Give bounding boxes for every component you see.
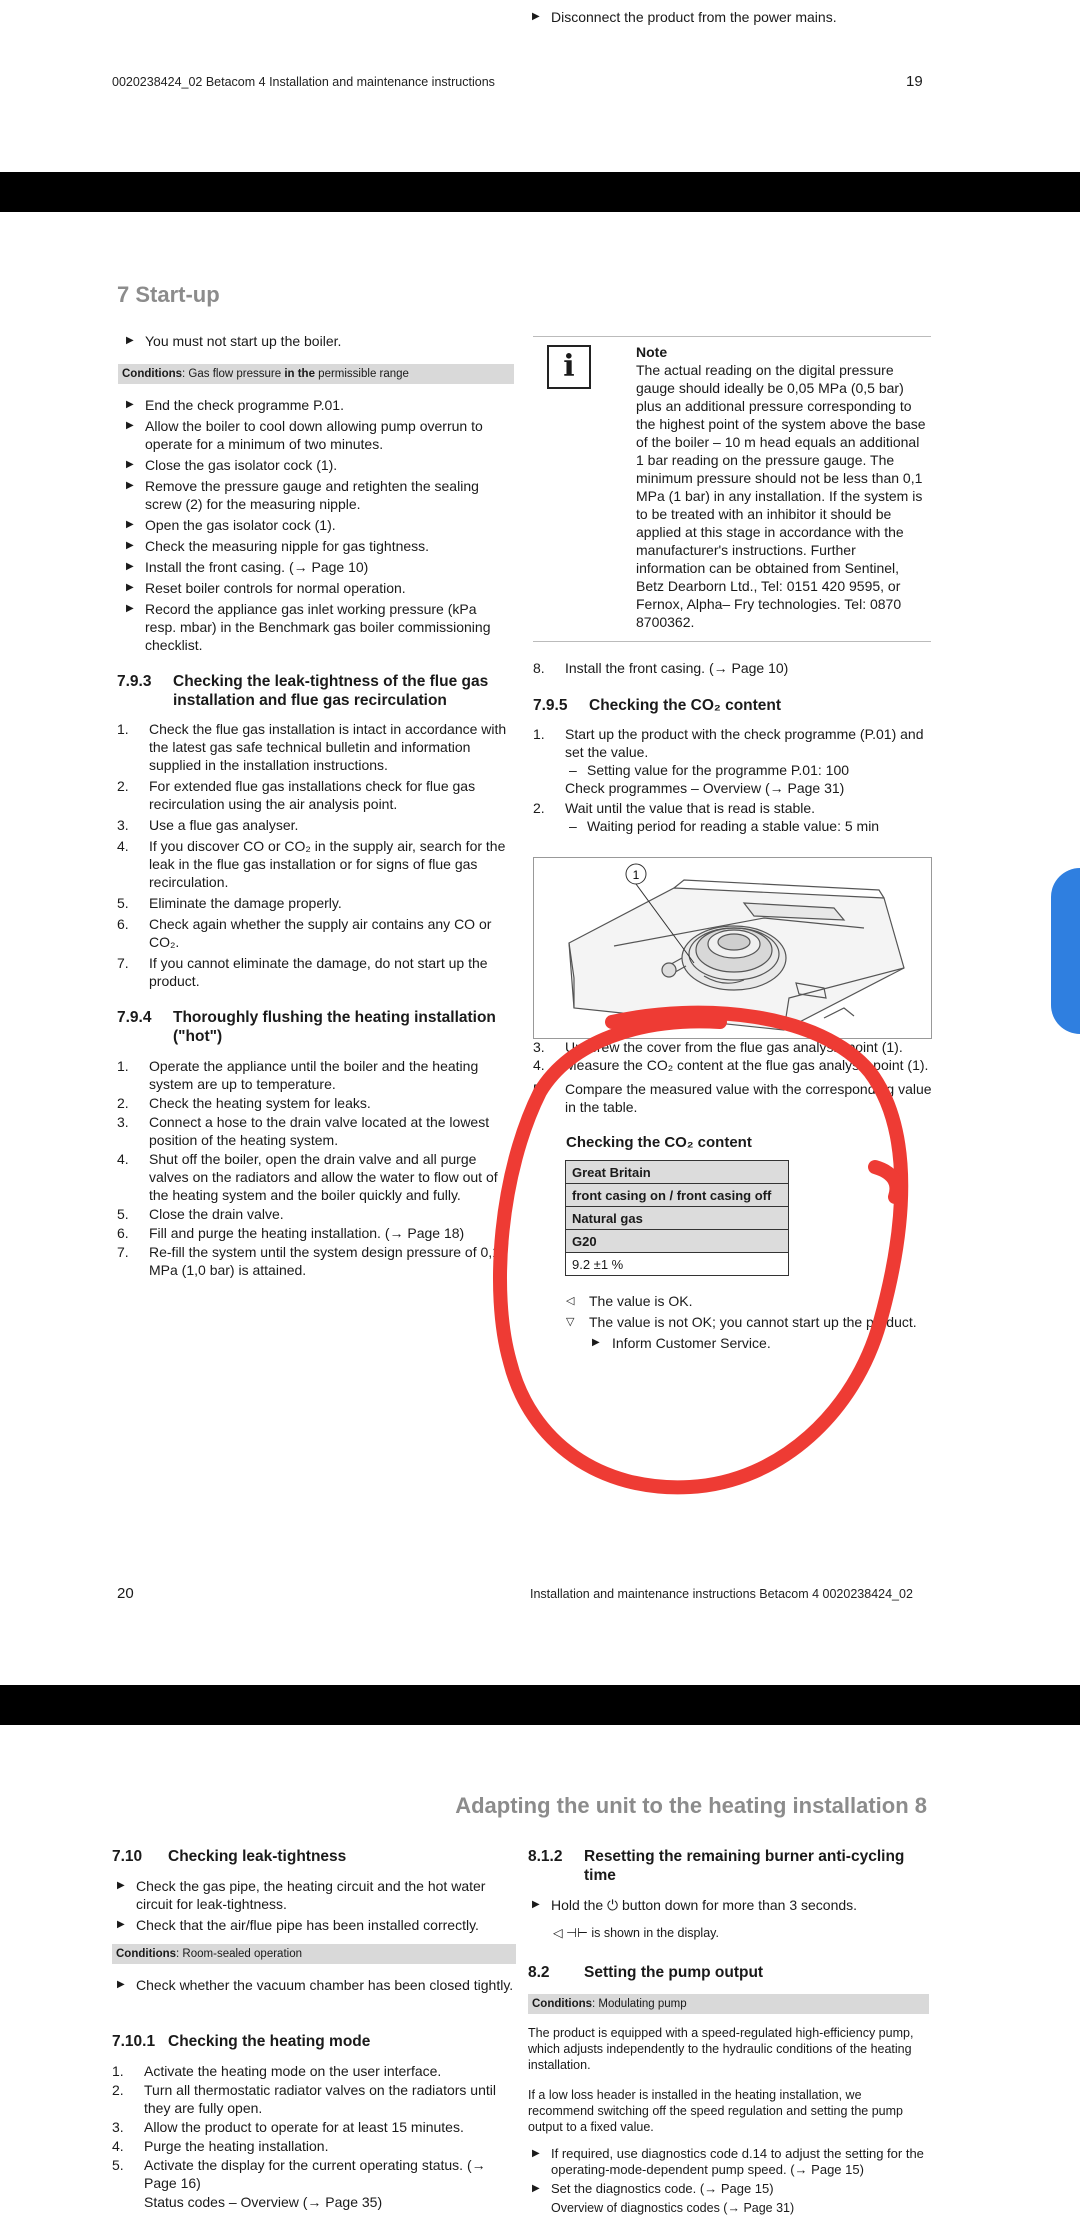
list-item: 1. Check the flue gas installation is intact in accordance with the latest gas safe technical bulletin and information supplied in the installation instructions. (117, 721, 507, 773)
list-item: 5. Activate the display for the current operating status. (→ Page 16) (112, 2157, 486, 2191)
list-item: 2. Turn all thermostatic radiator valves on the radiators until they are fully open. (112, 2082, 496, 2116)
table-title: Checking the CO₂ content (566, 1134, 752, 1151)
section-7-9-3-heading: 7.9.3 Checking the leak-tightness of the flue gas installation and flue gas recirculation (117, 673, 489, 709)
list-item: 3. Use a flue gas analyser. (117, 817, 299, 833)
list-item: ▶ Check whether the vacuum chamber has been closed tightly. (116, 1976, 516, 1994)
section-7-9-4-heading: 7.9.4 Thoroughly flushing the heating installation ("hot") (117, 1009, 496, 1045)
list-item: ▶ Reset boiler controls for normal operation. (125, 579, 510, 597)
list-item: 6. Check again whether the supply air contains any CO or CO₂. (117, 916, 492, 950)
list-item: 2. Check the heating system for leaks. (117, 1095, 371, 1111)
conditions-gas-flow: Conditions: Gas flow pressure in the permissible range (118, 364, 514, 384)
page-19 (0, 0, 1057, 172)
table-row: Great Britain (566, 1161, 789, 1184)
table-row: Natural gas (566, 1207, 789, 1230)
not-ok-marker-icon: ▽ (566, 1316, 575, 1328)
list-item: ▶ Close the gas isolator cock (1). (125, 456, 510, 474)
section-7-10-1-heading: 7.10.1 Checking the heating mode (112, 2033, 371, 2050)
page-21 (0, 1725, 1057, 2220)
section-8-1-2-heading: 8.1.2 Resetting the remaining burner anti-cycling time (528, 1848, 905, 1884)
list-item: ▶ Hold the ⏻ button down for more than 3 seconds. (531, 1896, 931, 1914)
note-text: The actual reading on the digital pressure gauge should ideally be 0,05 MPa (0,5 bar) plus an additional pressure corresponding to the highest point of the system above the base of the boiler – 10 m head equals an additional 1 bar reading on the pressure gauge. The minimum pressure should not be less than 0,1 MPa (1 bar) in any installation. If the system is to be treated with an inhibitor it should be applied at this stage in accordance with the manufacturer's instructions. Further information can be obtained from Sentinel, Betz Dearborn Ltd., Tel: 0151 420 9595, or Fernox, Alpha– Fry technologies. Tel: 0870 8700362. (636, 362, 926, 630)
scroll-track (1057, 1725, 1080, 2220)
list-item: 5. Eliminate the damage properly. (117, 895, 342, 911)
conditions-modulating-pump: Conditions: Modulating pump (528, 1994, 929, 2014)
conditions-room-sealed: Conditions: Room-sealed operation (112, 1944, 516, 1964)
list-item: 5. Close the drain valve. (117, 1206, 284, 1222)
list-item: ▶ Allow the boiler to cool down allowing pump overrun to operate for a minimum of two minutes. (125, 417, 510, 453)
page-footer-right: Installation and maintenance instructions Betacom 4 0020238424_02 (530, 1587, 913, 1601)
list-item: 7. Re-fill the system until the system design pressure of 0,1 MPa (1,0 bar) is attained. (117, 1244, 500, 1278)
ok-marker-icon: ◁ (566, 1295, 575, 1307)
section-7-10-1-steps (112, 2062, 517, 2192)
bullet-no-start: ▶ You must not start up the boiler. (125, 332, 515, 350)
step-8-install-casing: 8. Install the front casing. (→ Page 10) (533, 660, 789, 676)
status-codes-ref: Status codes – Overview (→ Page 35) (144, 2194, 383, 2210)
scroll-track (1057, 0, 1080, 172)
page-number: 19 (906, 73, 923, 90)
list-item: 1. Operate the appliance until the boiler and the heating system are up to temperature. (117, 1058, 479, 1092)
note-title: Note (636, 344, 668, 360)
list-item: ▶ If required, use diagnostics code d.14 to adjust the setting for the operating-mode-dependent pump speed. (→ Page 15) (531, 2146, 931, 2178)
scrollbar-thumb[interactable] (1051, 868, 1080, 1034)
list-item: 2. For extended flue gas installations check for flue gas recirculation using the air analysis point. (117, 778, 476, 812)
list-item: ▶ Open the gas isolator cock (1). (125, 516, 510, 534)
section-7-9-5-steps: 1. Start up the product with the check programme (P.01) and set the value. – Setting value for the programme P.01: 100 Check programmes – Overview (→ Page 31) 2. Wait until the value that is read is stable. – Waiting period for reading a stable value: 5 min (533, 725, 933, 835)
list-item: 4. Purge the heating installation. (112, 2138, 329, 2154)
s812-result: ◁ ⊣⊢ is shown in the display. (553, 1926, 719, 1940)
list-item: 4. If you discover CO or CO₂ in the supply air, search for the leak in the flue gas installation or for signs of flue gas recirculation. (117, 838, 506, 890)
red-circle-annotation (0, 212, 1057, 1685)
list-item: ▶ Remove the pressure gauge and retighten the sealing screw (2) for the measuring nipple. (125, 477, 510, 513)
section-7-9-5-steps-cont: 3. Unscrew the cover from the flue gas analysis point (1). 4. Measure the CO₂ content at the flue gas analysis point (1). 5. Compare the measured value with the corresponding value in the table. (533, 1039, 932, 1115)
list-item: ▶ Install the front casing. (→ Page 10) (125, 558, 510, 576)
list-item: 3. Connect a hose to the drain valve located at the lowest position of the heating system. (117, 1114, 490, 1148)
diagnostics-overview-ref: Overview of diagnostics codes (→ Page 31) (551, 2201, 795, 2215)
list-item: 1. Activate the heating mode on the user interface. (112, 2063, 442, 2079)
co2-results: ◁ The value is OK. ▽ The value is not OK; you cannot start up the product. ▶ Inform Customer Service. (566, 1293, 917, 1351)
section-7-9-5-heading: 7.9.5 Checking the CO₂ content (533, 697, 782, 714)
list-item: 7. If you cannot eliminate the damage, do not start up the product. (117, 955, 488, 989)
list-item: ▶ Check that the air/flue pipe has been installed correctly. (116, 1916, 516, 1934)
table-row: G20 (566, 1230, 789, 1253)
page-20 (0, 212, 1057, 1685)
list-item: ▶ Check the gas pipe, the heating circuit and the hot water circuit for leak-tightness. (116, 1877, 516, 1913)
table-row: front casing on / front casing off (566, 1184, 789, 1207)
page-number: 20 (117, 1585, 134, 1602)
info-icon: i (547, 345, 591, 389)
section-7-10-heading: 7.10 Checking leak-tightness (112, 1848, 347, 1865)
list-item: 6. Fill and purge the heating installation. (→ Page 18) (117, 1225, 465, 1241)
page-header-left: 0020238424_02 Betacom 4 Installation and maintenance instructions (112, 75, 495, 89)
chapter-title: Adapting the unit to the heating installation 8 (455, 1793, 927, 1818)
list-item: ▶ Record the appliance gas inlet working pressure (kPa resp. mbar) in the Benchmark gas boiler commissioning checklist. (125, 600, 510, 654)
s82-paragraph-1: The product is equipped with a speed-regulated high-efficiency pump, which adjusts independently to the hydraulic conditions of the heating installation. (528, 2026, 914, 2072)
chapter-title: 7 Start-up (117, 282, 220, 307)
s82-paragraph-2: If a low loss header is installed in the heating installation, we recommend switching off the speed regulation and setting the pump output to a fixed value. (528, 2088, 903, 2134)
section-8-2-heading: 8.2 Setting the pump output (528, 1964, 764, 1981)
bullet-disconnect: ▶ Disconnect the product from the power mains. (531, 8, 1031, 26)
list-item: 4. Shut off the boiler, open the drain valve and all purge valves on the radiators and allow the water to flow out of the heating system and the boiler quickly and fully. (117, 1151, 498, 1203)
list-item: ▶ Set the diagnostics code. (→ Page 15) (531, 2181, 931, 2197)
figure-callout-1: 1 (632, 868, 640, 882)
list-item: ▶ Check the measuring nipple for gas tightness. (125, 537, 510, 555)
table-row: 9.2 ±1 % (566, 1253, 789, 1276)
list-item: ▶ End the check programme P.01. (125, 396, 510, 414)
list-item: 3. Allow the product to operate for at least 15 minutes. (112, 2119, 464, 2135)
